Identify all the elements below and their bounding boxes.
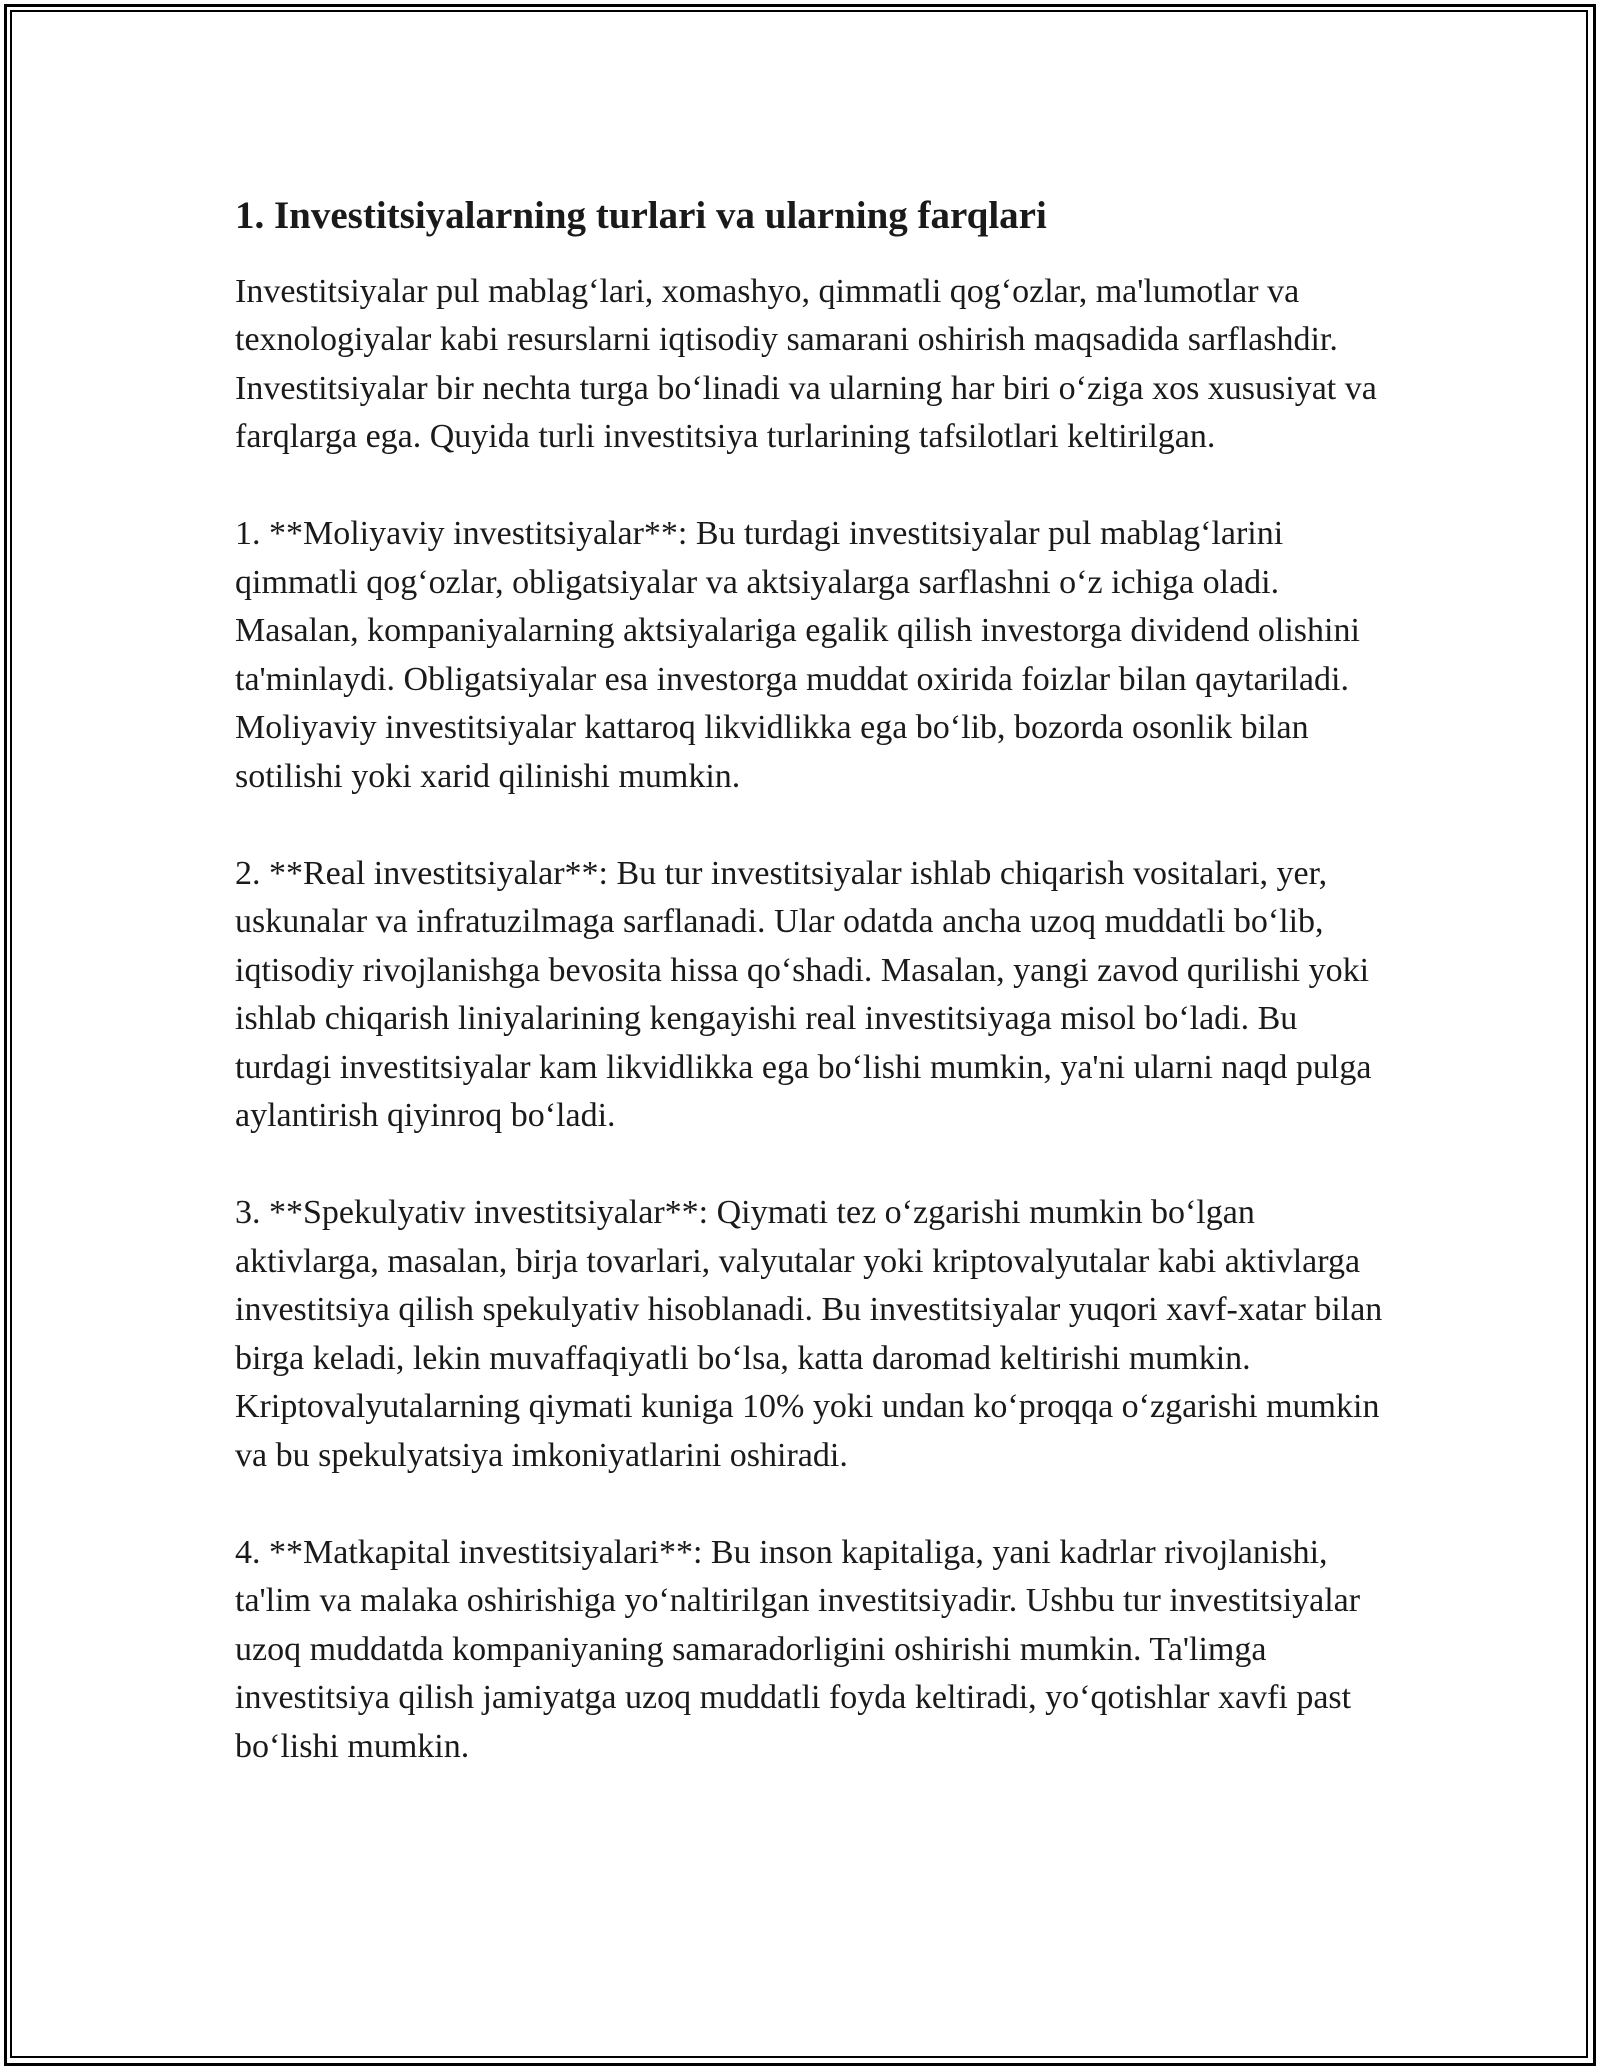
- paragraph-human-capital-investments: 4. **Matkapital investitsiyalari**: Bu inson kapitaliga, yani kadrlar rivojlanishi, ta'lim va malaka oshirishiga yo‘naltirilgan investitsiyadir. Ushbu tur investitsiyalar uzoq muddatda kompaniyaning samaradorligini oshirishi mumkin. Ta'limga investitsiya qilish jamiyatga uzoq muddatli foyda keltiradi, yo‘qotishlar xavfi past bo‘lishi mumkin.: [235, 1533, 1361, 1765]
- document-title: 1. Investitsiyalarning turlari va ularning farqlari: [235, 194, 1047, 237]
- paragraph-speculative-investments: 3. **Spekulyativ investitsiyalar**: Qiymati tez o‘zgarishi mumkin bo‘lgan aktivlarga, masalan, birja tovarlari, valyutalar yoki kriptovalyutalar kabi aktivlarga investitsiya qilish spekulyativ hisoblanadi. Bu investitsiyalar yuqori xavf-xatar bilan birga keladi, lekin muvaffaqiyatli bo‘lsa, katta daromad keltirishi mumkin. Kriptovalyutalarning qiymati kuniga 10% yoki undan ko‘proqqa o‘zgarishi mumkin va bu spekulyatsiya imkoniyatlarini oshiradi.: [235, 1194, 1383, 1474]
- intro-paragraph: Investitsiyalar pul mablag‘lari, xomashyo, qimmatli qog‘ozlar, ma'lumotlar va texnologiyalar kabi resurslarni iqtisodiy samarani oshirish maqsadida sarflashdir. Investitsiyalar bir nechta turga bo‘linadi va ularning har biri o‘ziga xos xususiyat va farqlarga ega. Quyida turli investitsiya turlarining tafsilotlari keltirilgan.: [235, 272, 1377, 456]
- document-body: [235, 180, 1385, 1820]
- paragraph-financial-investments: 1. **Moliyaviy investitsiyalar**: Bu turdagi investitsiyalar pul mablag‘larini qimmatli qog‘ozlar, obligatsiyalar va aktsiyalarga sarflashni o‘z ichiga oladi. Masalan, kompaniyalarning aktsiyalariga egalik qilish investorga dividend olishini ta'minlaydi. Obligatsiyalar esa investorga muddat oxirida foizlar bilan qaytariladi. Moliyaviy investitsiyalar kattaroq likvidlikka ega bo‘lib, bozorda osonlik bilan sotilishi yoki xarid qilinishi mumkin.: [235, 515, 1360, 795]
- paragraph-real-investments: 2. **Real investitsiyalar**: Bu tur investitsiyalar ishlab chiqarish vositalari, yer, uskunalar va infratuzilmaga sarflanadi. Ular odatda ancha uzoq muddatli bo‘lib, iqtisodiy rivojlanishga bevosita hissa qo‘shadi. Masalan, yangi zavod qurilishi yoki ishlab chiqarish liniyalarining kengayishi real investitsiyaga misol bo‘ladi. Bu turdagi investitsiyalar kam likvidlikka ega bo‘lishi mumkin, ya'ni ularni naqd pulga aylantirish qiyinroq bo‘ladi.: [235, 854, 1372, 1135]
